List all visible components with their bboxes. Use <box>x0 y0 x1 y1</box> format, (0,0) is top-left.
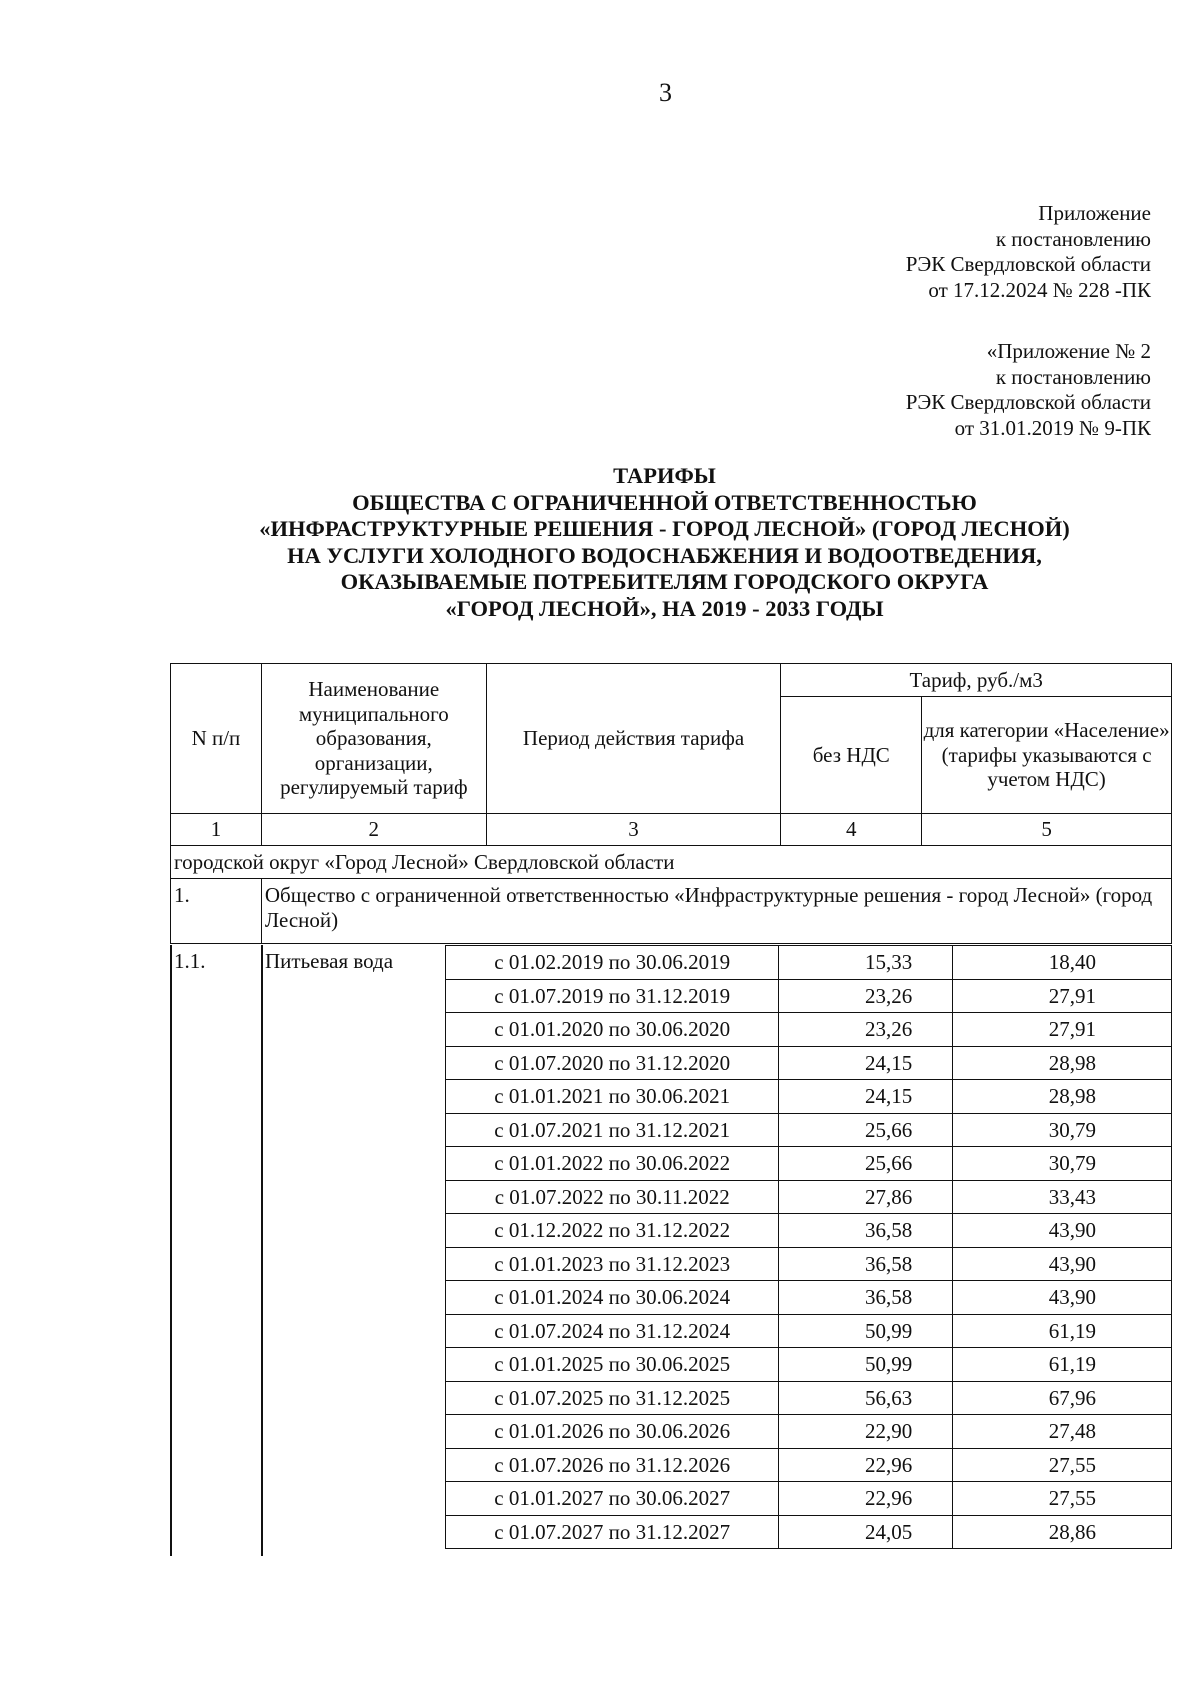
period-cell: с 01.01.2027 по 30.06.2027 <box>446 1482 779 1516</box>
appendix-original-line2: к постановлению <box>995 364 1151 389</box>
table-row <box>446 1147 1172 1181</box>
title-line6: «ГОРОД ЛЕСНОЙ», НА 2019 - 2033 ГОДЫ <box>445 595 884 621</box>
population-cell: 28,86 <box>953 1515 1172 1549</box>
header-num: N п/п <box>171 664 262 814</box>
table-row <box>446 1381 1172 1415</box>
service-name: Питьевая вода <box>265 949 394 973</box>
header-name: Наименование муниципального образования, организации, регулируемый тариф <box>261 664 486 814</box>
appendix-current-line3: РЭК Свердловской области <box>905 252 1151 276</box>
no-vat-cell: 15,33 <box>779 946 953 980</box>
no-vat-cell: 56,63 <box>779 1381 953 1415</box>
population-cell: 18,40 <box>953 946 1172 980</box>
period-cell: с 01.01.2025 по 30.06.2025 <box>446 1348 779 1382</box>
population-cell: 27,91 <box>953 979 1172 1013</box>
population-cell: 28,98 <box>953 1046 1172 1080</box>
population-cell: 27,55 <box>953 1482 1172 1516</box>
period-cell: с 01.07.2021 по 31.12.2021 <box>446 1113 779 1147</box>
table-row <box>446 1013 1172 1047</box>
column-number-1: 1 <box>171 814 262 846</box>
appendix-current-line4: от 17.12.2024 № 228 -ПК <box>928 277 1151 302</box>
period-cell: с 01.07.2020 по 31.12.2020 <box>446 1046 779 1080</box>
table-row <box>446 1180 1172 1214</box>
appendix-current-line1: Приложение <box>1038 201 1151 225</box>
table-row <box>446 1113 1172 1147</box>
table-row <box>446 1515 1172 1549</box>
no-vat-cell: 22,96 <box>779 1482 953 1516</box>
population-cell: 67,96 <box>953 1381 1172 1415</box>
population-cell: 43,90 <box>953 1281 1172 1315</box>
appendix-original-block <box>906 339 1151 441</box>
period-cell: с 01.07.2024 по 31.12.2024 <box>446 1314 779 1348</box>
population-cell: 33,43 <box>953 1180 1172 1214</box>
column-number-3: 3 <box>486 814 781 846</box>
no-vat-cell: 25,66 <box>779 1113 953 1147</box>
left-border-line <box>170 945 172 1556</box>
no-vat-cell: 50,99 <box>779 1348 953 1382</box>
table-row <box>446 1214 1172 1248</box>
no-vat-cell: 36,58 <box>779 1247 953 1281</box>
population-cell: 30,79 <box>953 1113 1172 1147</box>
population-cell: 43,90 <box>953 1214 1172 1248</box>
period-cell: с 01.01.2020 по 30.06.2020 <box>446 1013 779 1047</box>
tariff-table-body <box>445 945 1172 1549</box>
title-line3: «ИНФРАСТРУКТУРНЫЕ РЕШЕНИЯ - ГОРОД ЛЕСНОЙ» (ГОРОД ЛЕСНОЙ) <box>259 516 1070 541</box>
org-num: 1. <box>171 879 262 944</box>
population-cell: 30,79 <box>953 1147 1172 1181</box>
header-population: для категории «Население» (тарифы указываются с учетом НДС) <box>922 697 1172 814</box>
page-number: 3 <box>659 78 672 107</box>
period-cell: с 01.07.2022 по 30.11.2022 <box>446 1180 779 1214</box>
appendix-current-line2: к постановлению <box>995 226 1151 251</box>
no-vat-cell: 25,66 <box>779 1147 953 1181</box>
population-cell: 27,91 <box>953 1013 1172 1047</box>
table-row <box>446 1415 1172 1449</box>
tariff-table-header <box>170 663 1172 944</box>
service-num: 1.1. <box>174 949 206 973</box>
appendix-original-line3: РЭК Свердловской области <box>905 390 1151 414</box>
divider-line <box>261 945 263 1556</box>
column-number-4: 4 <box>781 814 922 846</box>
no-vat-cell: 22,96 <box>779 1448 953 1482</box>
population-cell: 61,19 <box>953 1314 1172 1348</box>
appendix-current-block <box>906 201 1151 303</box>
table-row <box>446 1314 1172 1348</box>
org-name: Общество с ограниченной ответственностью «Инфраструктурные решения - город Лесной» (город Лесной) <box>261 879 1171 944</box>
column-number-5: 5 <box>922 814 1172 846</box>
header-period: Период действия тарифа <box>486 664 781 814</box>
period-cell: с 01.07.2019 по 31.12.2019 <box>446 979 779 1013</box>
no-vat-cell: 24,15 <box>779 1080 953 1114</box>
table-row <box>446 1281 1172 1315</box>
period-cell: с 01.07.2026 по 31.12.2026 <box>446 1448 779 1482</box>
table-row <box>446 1448 1172 1482</box>
period-cell: с 01.07.2027 по 31.12.2027 <box>446 1515 779 1549</box>
population-cell: 43,90 <box>953 1247 1172 1281</box>
service-block <box>170 945 443 1556</box>
table-row <box>446 1247 1172 1281</box>
title-line1: ТАРИФЫ <box>613 463 716 488</box>
period-cell: с 01.01.2024 по 30.06.2024 <box>446 1281 779 1315</box>
no-vat-cell: 24,05 <box>779 1515 953 1549</box>
table-row <box>446 1482 1172 1516</box>
population-cell: 27,48 <box>953 1415 1172 1449</box>
period-cell: с 01.02.2019 по 30.06.2019 <box>446 946 779 980</box>
title-line5: ОКАЗЫВАЕМЫЕ ПОТРЕБИТЕЛЯМ ГОРОДСКОГО ОКРУГА <box>340 569 989 594</box>
table-row <box>446 979 1172 1013</box>
appendix-original-line4: от 31.01.2019 № 9-ПК <box>954 415 1151 440</box>
no-vat-cell: 36,58 <box>779 1281 953 1315</box>
table-row <box>446 946 1172 980</box>
appendix-original-line1: «Приложение № 2 <box>986 339 1151 363</box>
table-row <box>446 1080 1172 1114</box>
no-vat-cell: 23,26 <box>779 979 953 1013</box>
population-cell: 61,19 <box>953 1348 1172 1382</box>
title-line2: ОБЩЕСТВА С ОГРАНИЧЕННОЙ ОТВЕТСТВЕННОСТЬЮ <box>352 489 977 515</box>
no-vat-cell: 50,99 <box>779 1314 953 1348</box>
period-cell: с 01.12.2022 по 31.12.2022 <box>446 1214 779 1248</box>
population-cell: 28,98 <box>953 1080 1172 1114</box>
no-vat-cell: 22,90 <box>779 1415 953 1449</box>
no-vat-cell: 24,15 <box>779 1046 953 1080</box>
no-vat-cell: 36,58 <box>779 1214 953 1248</box>
document-title <box>170 463 1159 622</box>
period-cell: с 01.01.2021 по 30.06.2021 <box>446 1080 779 1114</box>
table-row <box>446 1348 1172 1382</box>
title-line4: НА УСЛУГИ ХОЛОДНОГО ВОДОСНАБЖЕНИЯ И ВОДООТВЕДЕНИЯ, <box>287 542 1042 568</box>
no-vat-cell: 23,26 <box>779 1013 953 1047</box>
no-vat-cell: 27,86 <box>779 1180 953 1214</box>
period-cell: с 01.01.2026 по 30.06.2026 <box>446 1415 779 1449</box>
region-row: городской округ «Город Лесной» Свердловской области <box>171 846 1172 879</box>
header-tariff: Тариф, руб./м3 <box>781 664 1172 697</box>
table-row <box>446 1046 1172 1080</box>
header-no-vat: без НДС <box>781 697 922 814</box>
period-cell: с 01.01.2022 по 30.06.2022 <box>446 1147 779 1181</box>
population-cell: 27,55 <box>953 1448 1172 1482</box>
period-cell: с 01.01.2023 по 31.12.2023 <box>446 1247 779 1281</box>
column-number-2: 2 <box>261 814 486 846</box>
period-cell: с 01.07.2025 по 31.12.2025 <box>446 1381 779 1415</box>
